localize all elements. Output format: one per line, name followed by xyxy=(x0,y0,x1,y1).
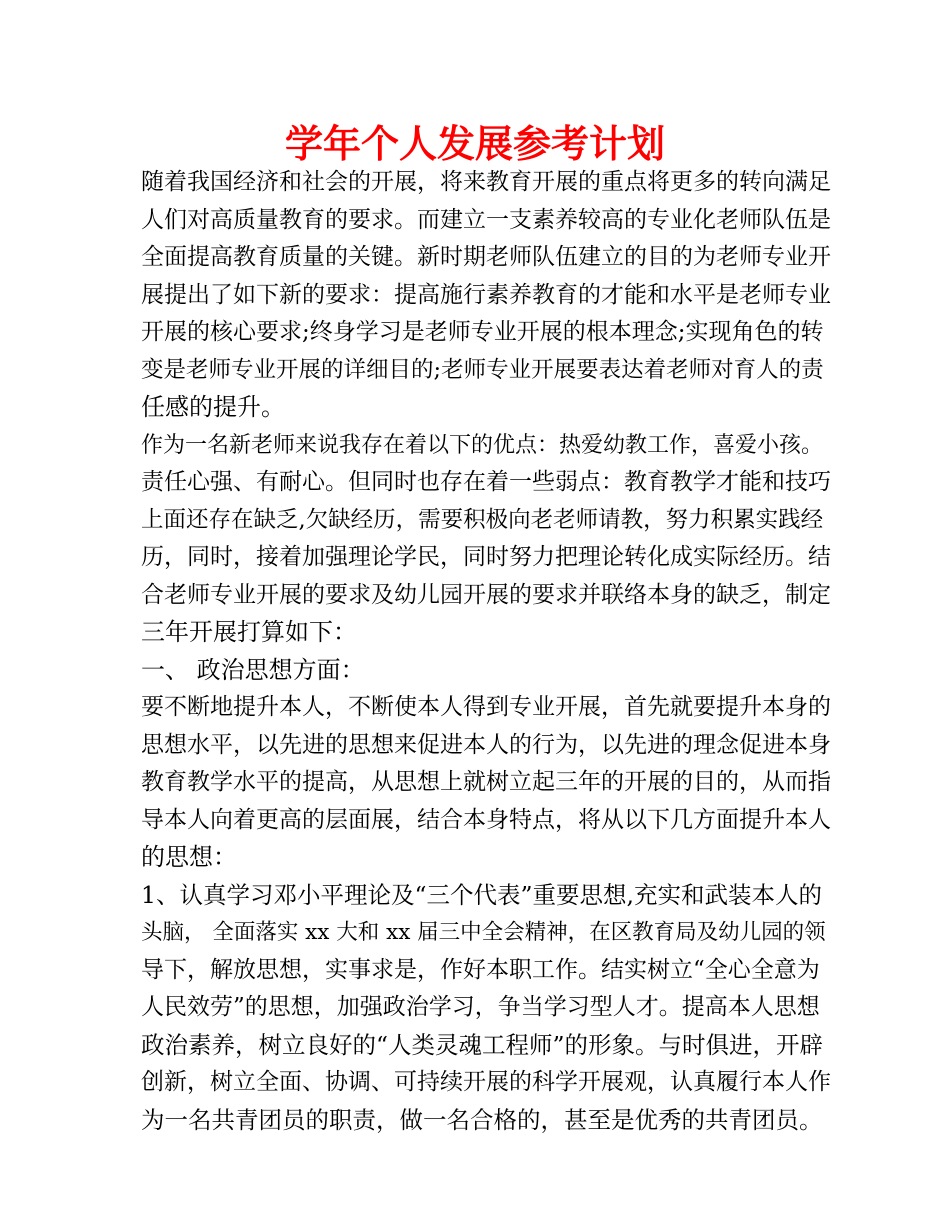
body-line: 人民效劳”的思想，加强政治学习，争当学习型人才。提高本人思想 xyxy=(141,994,820,1020)
body-line: 展提出了如下新的要求：提高施行素养教育的才能和水平是老师专业 xyxy=(141,281,831,308)
body-line: 合老师专业开展的要求及幼儿园开展的要求并联络本身的缺乏，制定 xyxy=(141,581,831,608)
document-title: 学年个人发展参考计划 xyxy=(284,122,665,166)
body-line: 头脑， 全面落实 xx 大和 xx 届三中全会精神，在区教育局及幼儿园的领 xyxy=(141,920,826,945)
document-body xyxy=(141,164,831,1139)
body-line: 一、 政治思想方面： xyxy=(141,655,365,684)
body-line: 导下，解放思想，实事求是，作好本职工作。结实树立“全心全意为 xyxy=(141,956,820,983)
body-line: 政治素养，树立良好的“人类灵魂工程师”的形象。与时俱进，开辟 xyxy=(141,1030,824,1059)
body-line: 上面还存在缺乏,欠缺经历，需要积极向老老师请教，努力积累实践经 xyxy=(141,506,824,533)
body-line: 思想水平，以先进的思想来促进本人的行为，以先进的理念促进本身 xyxy=(141,731,831,758)
body-line: 变是老师专业开展的详细目的;老师专业开展要表达着老师对育人的责 xyxy=(141,356,824,383)
body-line: 开展的核心要求;终身学习是老师专业开展的根本理念;实现角色的转 xyxy=(141,319,824,345)
body-line: 随着我国经济和社会的开展，将来教育开展的重点将更多的转向满足 xyxy=(141,169,831,195)
body-line: 作为一名新老师来说我存在着以下的优点：热爱幼教工作，喜爱小孩。 xyxy=(141,432,824,458)
body-line: 责任心强、有耐心。但同时也存在着一些弱点：教育教学才能和技巧 xyxy=(141,469,831,495)
body-line: 人们对高质量教育的要求。而建立一支素养较高的专业化老师队伍是 xyxy=(141,206,831,233)
body-line: 历，同时，接着加强理论学民，同时努力把理论转化成实际经历。结 xyxy=(141,544,831,570)
body-line: 全面提高教育质量的关键。新时期老师队伍建立的目的为老师专业开 xyxy=(141,244,831,270)
body-line: 1、认真学习邓小平理论及“三个代表”重要思想,充实和武装本人的 xyxy=(141,880,822,909)
body-line: 的思想： xyxy=(141,843,237,871)
body-line: 创新，树立全面、协调、可持续开展的科学开展观，认真履行本人作 xyxy=(141,1069,831,1095)
body-line: 要不断地提升本人，不断使本人得到专业开展，首先就要提升本身的 xyxy=(141,694,831,720)
body-line: 导本人向着更高的层面展，结合本身特点，将从以下几方面提升本人 xyxy=(141,806,831,833)
body-line: 三年开展打算如下： xyxy=(141,618,357,646)
body-line: 教育教学水平的提高，从思想上就树立起三年的开展的目的，从而指 xyxy=(141,769,831,795)
body-line: 为一名共青团员的职责，做一名合格的，甚至是优秀的共青团员。 xyxy=(141,1105,823,1134)
body-line: 任感的提升。 xyxy=(141,393,285,421)
